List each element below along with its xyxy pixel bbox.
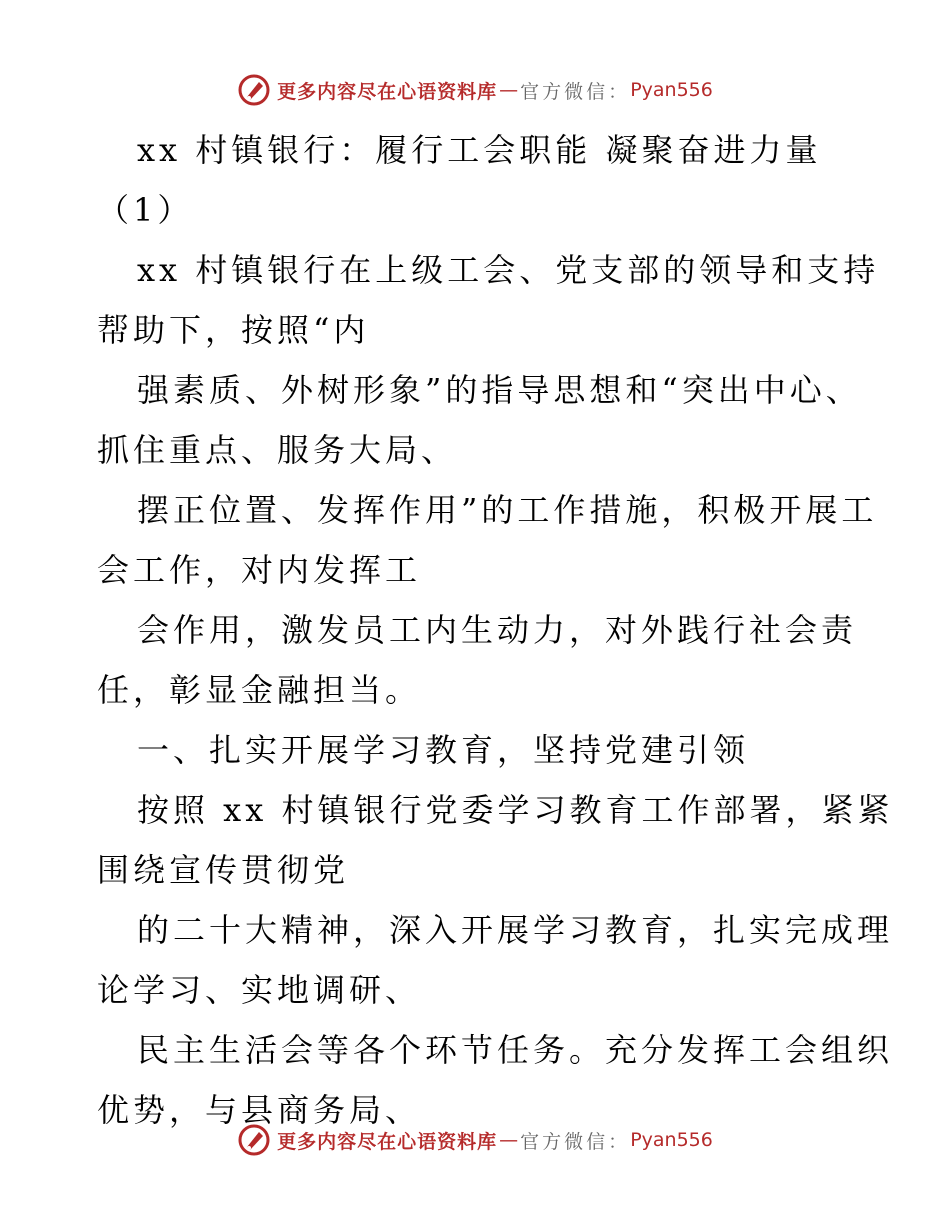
paragraph-line: 帮助下，按照“内: [97, 311, 370, 349]
paragraph-line: 按照 xx 村镇银行党委学习教育工作部署，紧紧: [137, 791, 894, 829]
paragraph-line: 的二十大精神，深入开展学习教育，扎实完成理: [137, 911, 894, 949]
header-watermark: [0, 70, 950, 110]
watermark-brand: 更多内容尽在心语资料库: [277, 80, 498, 103]
watermark-separator: —: [499, 79, 519, 101]
footer-watermark: [0, 1120, 950, 1160]
document-title-line: xx 村镇银行：履行工会职能 凝聚奋进力量: [137, 131, 822, 169]
paragraph-line: 摆正位置、发挥作用”的工作措施，积极开展工: [137, 491, 878, 529]
paragraph-line: 围绕宣传贯彻党: [97, 851, 350, 889]
section-heading: 一、扎实开展学习教育，坚持党建引领: [137, 731, 750, 769]
document-body: [97, 120, 894, 1140]
paragraph-line: 会作用，激发员工内生动力，对外践行社会责: [137, 611, 858, 649]
paragraph-line: 优势，与县商务局、: [97, 1091, 422, 1129]
paragraph-line: 抓住重点、服务大局、: [97, 431, 458, 469]
paragraph-line: 民主生活会等各个环节任务。充分发挥工会组织: [137, 1031, 894, 1069]
watermark-brand: 更多内容尽在心语资料库: [277, 1130, 498, 1153]
watermark-separator: —: [499, 1129, 519, 1151]
pen-logo-icon: [237, 73, 271, 107]
document-title-line: （1）: [97, 191, 194, 229]
paragraph-line: 强素质、外树形象”的指导思想和“突出中心、: [137, 371, 862, 409]
watermark-label: 官方微信：: [520, 80, 631, 103]
paragraph-line: xx 村镇银行在上级工会、党支部的领导和支持: [137, 251, 880, 289]
watermark-wechat-id: Pyan556: [630, 1129, 713, 1151]
pen-logo-icon: [237, 1123, 271, 1157]
paragraph-line: 会工作，对内发挥工: [97, 551, 422, 589]
paragraph-line: 任，彰显金融担当。: [97, 671, 422, 709]
watermark-label: 官方微信：: [520, 1130, 631, 1153]
watermark-wechat-id: Pyan556: [630, 79, 713, 101]
paragraph-line: 论学习、实地调研、: [97, 971, 422, 1009]
